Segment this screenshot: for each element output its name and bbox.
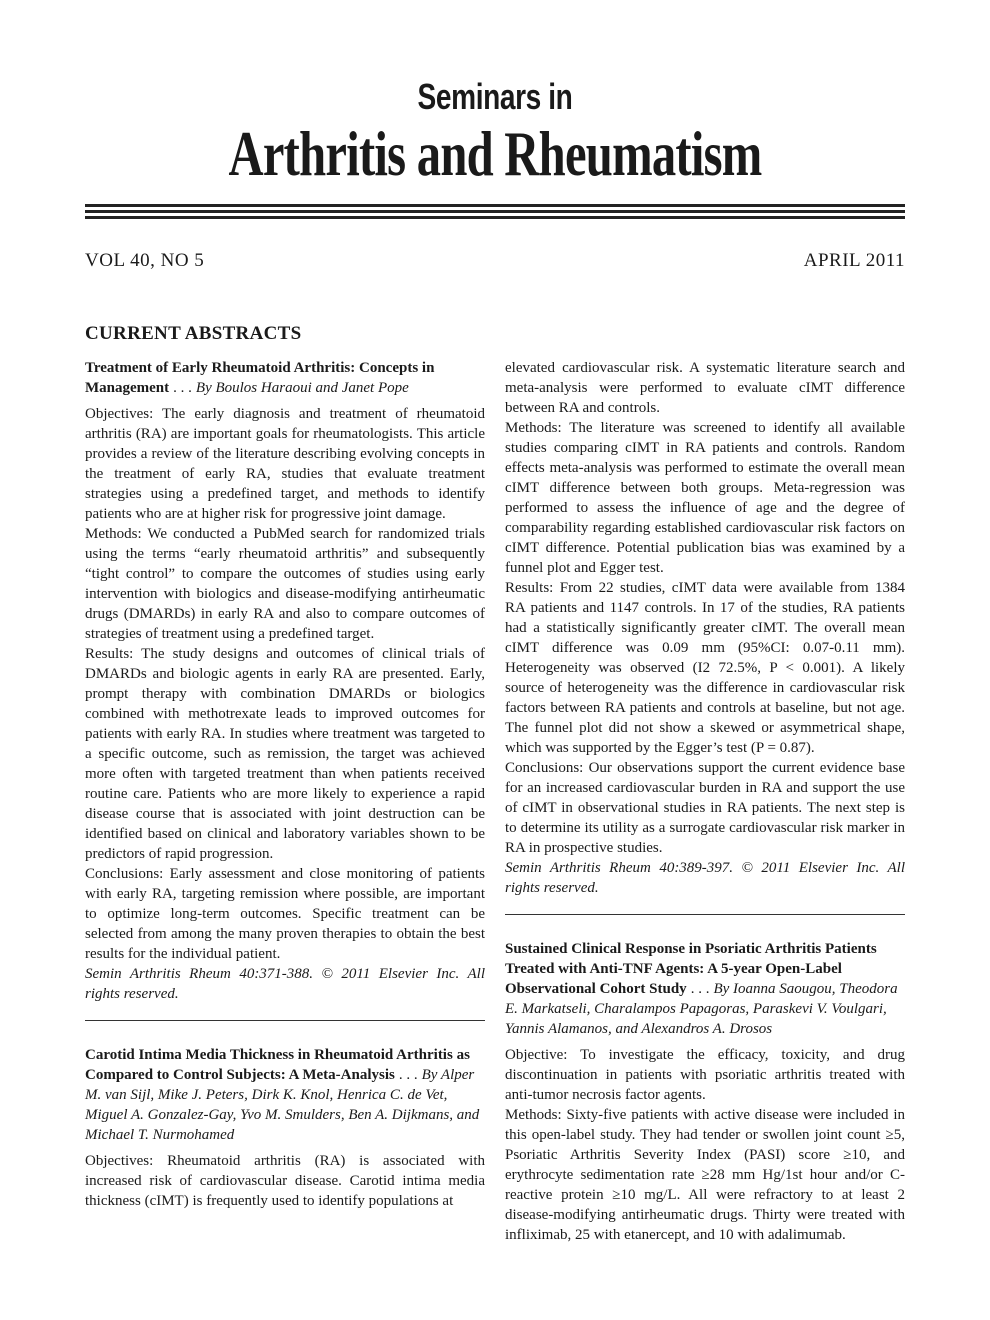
journal-title-prefix: Seminars in: [417, 76, 573, 117]
abstract-1-results: Results: The study designs and outcomes of clinical trials of DMARDs and biologic agents in early RA are presented. Early, prompt therapy with combination DMARDs or biologics combined with methotrexate leads to improved outcomes for patients with early RA. In studies where treatment was targeted to a specific outcome, such as remission, the target was achieved more often with targeted treatment than when patients received routine care. Patients who are more likely to experience a rapid disease course that is associated with joint destruction can be identified based on clinical and laboratory variables shown to be predictors of rapid progression.: [85, 646, 485, 862]
abstract-1-conclusions: Conclusions: Early assessment and close monitoring of patients with early RA, targeting remission where possible, are important to optimize long-term outcomes. Specific treatment can be selected from among the many proven therapies to obtain the best results for the individual patient.: [85, 866, 485, 962]
section-title: CURRENT ABSTRACTS: [85, 323, 302, 344]
ellipsis: . . .: [173, 380, 192, 396]
abstract-divider: [505, 914, 905, 915]
abstract-1: [85, 358, 485, 1004]
abstract-2-objectives-continued: elevated cardiovascular risk. A systematic literature search and meta-analysis were performed to evaluate cIMT difference between RA and controls.: [505, 360, 905, 416]
abstract-3-objective: Objective: To investigate the efficacy, toxicity, and drug discontinuation in patients with psoriatic arthritis treated with anti-tumor necrosis factor agents.: [505, 1047, 905, 1103]
abstract-3-title: Sustained Clinical Response in Psoriatic Arthritis Patients Treated with Anti-TNF Agents: A 5-year Open-Label Observational Cohort Study: [505, 941, 877, 997]
right-column: [505, 358, 905, 1245]
ellipsis: . . .: [398, 1067, 418, 1083]
abstract-1-title: Treatment of Early Rheumatoid Arthritis: Concepts in Management: [85, 360, 435, 396]
abstract-2-title: Carotid Intima Media Thickness in Rheumatoid Arthritis as Compared to Control Subjects: A Meta-Analysis: [85, 1047, 470, 1083]
masthead-rule-middle: [85, 210, 905, 213]
abstract-3-authors: By Ioanna Saougou, Theodora E. Markatseli, Charalampos Papagoras, Paraskevi V. Voulgari, Yannis Alamanos, and Alexandros A. Drosos: [505, 981, 898, 1037]
ellipsis: . . .: [690, 981, 710, 997]
masthead-rule-bottom: [85, 216, 905, 219]
left-column: [85, 358, 485, 1211]
abstract-1-citation: Semin Arthritis Rheum 40:371-388. © 2011 Elsevier Inc. All rights reserved.: [85, 966, 485, 1002]
journal-title: Arthritis and Rheumatism: [228, 118, 762, 189]
abstract-2-heading: [85, 1045, 485, 1145]
abstract-3-methods: Methods: Sixty-five patients with active disease were included in this open-label study. They had tender or swollen joint count ≥5, Psoriatic Arthritis Severity Index (PASI) score ≥10, and erythrocyte sedimentation rate ≥28 mm Hg/1st hour and/or C-reactive protein ≥10 mg/L. All were refractory to at least 2 disease-modifying antirheumatic drugs. Thirty were treated with infliximab, 25 with etanercept, and 10 with adalimumab.: [505, 1107, 905, 1243]
abstract-2-authors: By Alper M. van Sijl, Mike J. Peters, Dirk K. Knol, Henrica C. de Vet, Miguel A. Gonzalez-Gay, Yvo M. Smulders, Ben A. Dijkmans, and Michael T. Nurmohamed: [85, 1067, 480, 1143]
abstract-2-conclusions: Conclusions: Our observations support the current evidence base for an increased cardiovascular burden in RA and support the use of cIMT in observational studies in RA patients. The next step is to determine its utility as a surrogate cardiovascular risk marker in RA in prospective studies.: [505, 760, 905, 856]
masthead-rule-top: [85, 204, 905, 207]
abstract-3: [505, 939, 905, 1245]
abstract-1-objectives: Objectives: The early diagnosis and treatment of rheumatoid arthritis (RA) are important goals for rheumatologists. This article provides a review of the literature describing evolving concepts in the treatment of early RA, studies that evaluate treatment strategies using a predefined target, and methods to identify patients who are at higher risk for progressive joint damage.: [85, 406, 485, 522]
issue-date: APRIL 2011: [803, 250, 905, 271]
abstract-2-citation: Semin Arthritis Rheum 40:389-397. © 2011 Elsevier Inc. All rights reserved.: [505, 860, 905, 896]
abstract-3-heading: [505, 939, 905, 1039]
issue-volume: VOL 40, NO 5: [85, 250, 205, 271]
abstract-2-methods: Methods: The literature was screened to identify all available studies comparing cIMT in RA patients and controls. Random effects meta-analysis was performed to estimate the overall mean cIMT difference between both groups. Meta-regression was performed to assess the influence of age and the degree of comparability regarding established cardiovascular risk factors on cIMT difference. Potential publication bias was examined by a funnel plot and Egger test.: [505, 420, 905, 576]
abstract-1-authors: By Boulos Haraoui and Janet Pope: [195, 380, 409, 396]
abstract-2-continued: [505, 358, 905, 898]
abstract-2-results: Results: From 22 studies, cIMT data were available from 1384 RA patients and 1147 controls. In 17 of the studies, RA patients had a statistically significantly greater cIMT. The overall mean cIMT difference was 0.09 mm (95%CI: 0.07-0.11 mm). Heterogeneity was observed (I2 72.5%, P < 0.001). A likely source of heterogeneity was the difference in cardiovascular risk factors between RA patients and controls at baseline, but not age. The funnel plot did not show a skewed or asymmetrical shape, which was supported by the Egger’s test (P = 0.87).: [505, 580, 905, 756]
abstract-1-heading: [85, 358, 485, 398]
abstract-2-objectives: Objectives: Rheumatoid arthritis (RA) is associated with increased risk of cardiovascular disease. Carotid intima media thickness (cIMT) is frequently used to identify populations at: [85, 1153, 485, 1209]
abstract-divider: [85, 1020, 485, 1021]
abstract-2: [85, 1045, 485, 1211]
abstract-1-methods: Methods: We conducted a PubMed search for randomized trials using the terms “early rheumatoid arthritis” and subsequently “tight control” to compare the outcomes of studies using early intervention with biologics and disease-modifying antirheumatic drugs (DMARDs) in early RA and also to compare outcomes of strategies of treatment using a predefined target.: [85, 526, 485, 642]
